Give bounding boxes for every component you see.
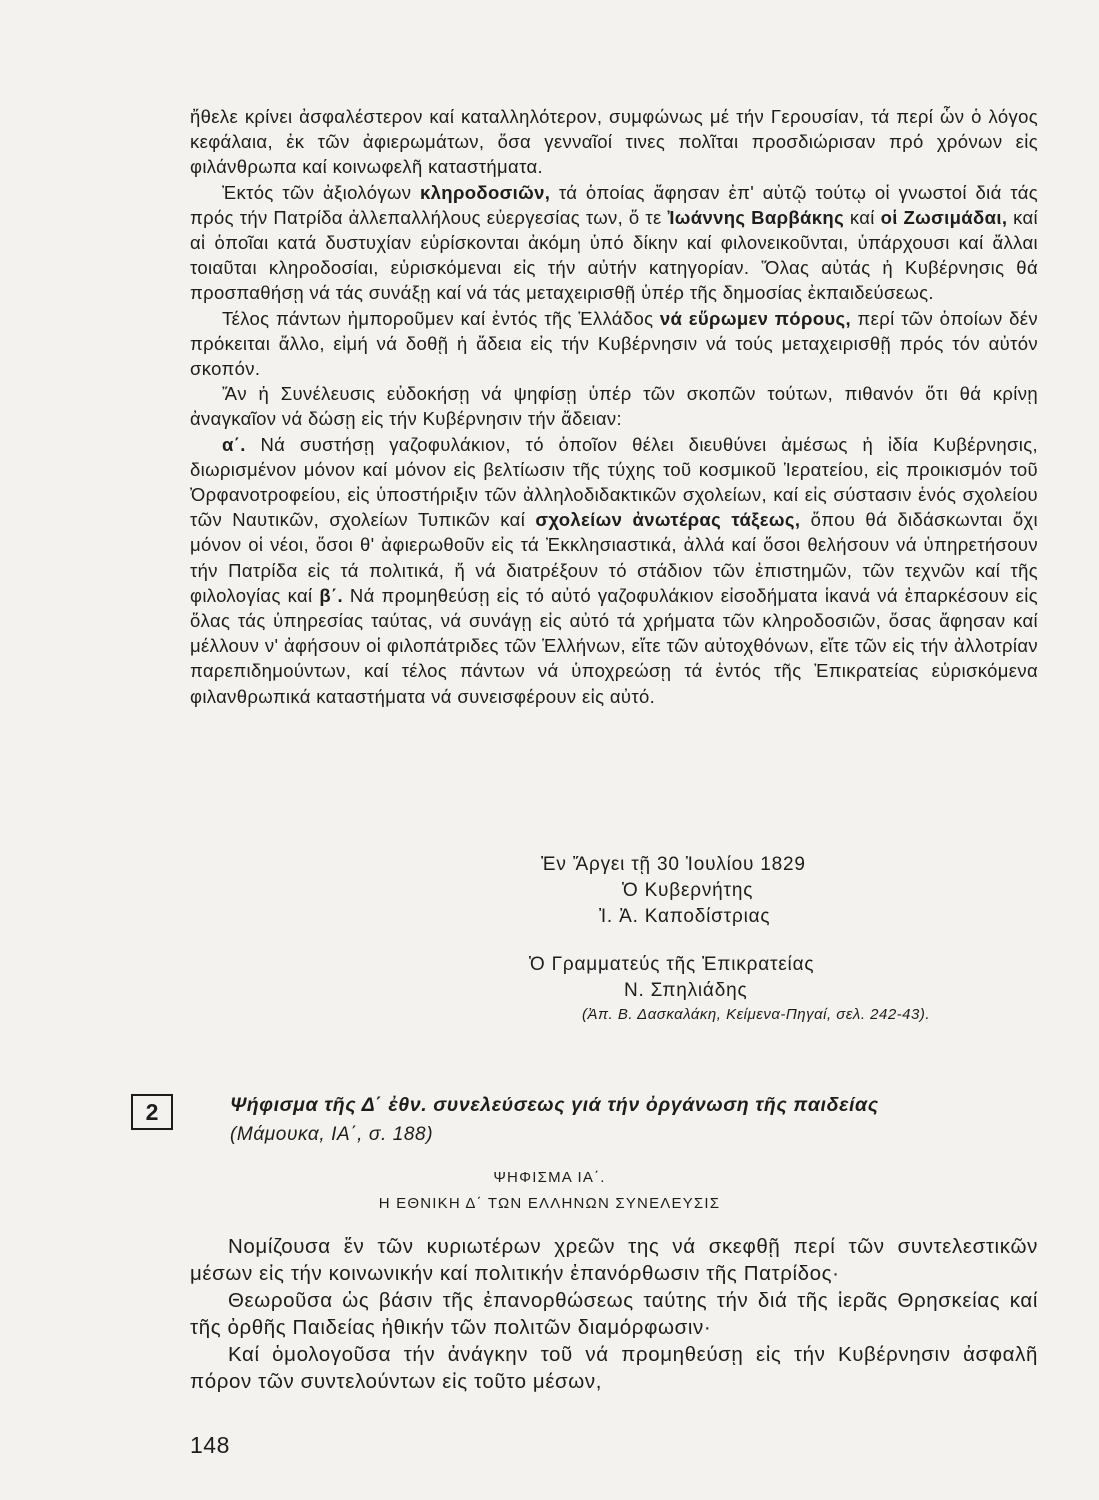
item-marker-a: α΄. <box>222 433 246 455</box>
text-span: ὅπου θά διδάσκωνται ὄχι μόνον οἱ νέοι, ὅσοι θ' ἀφιερωθοῦν εἰς τά Ἐκκλησιαστικά, ἀλλά καί ὅσοι θελήσουν νά ὑπηρετήσουν τήν Πατρίδα εἰς τά πολιτικά, ἤ νά διατρέξουν τό στάδιον τῶν ἐπιστημῶν, τῶν τεχνῶν καί τῆς φιλολογίας καί <box>190 509 1038 606</box>
section-number-box: 2 <box>131 1094 173 1130</box>
section-title: Ψήφισμα τῆς Δ΄ ἐθν. συνελεύσεως γιά τήν ὀργάνωση τῆς παιδείας <box>230 1094 879 1116</box>
text-span: τά ὁποίας ἄφησαν ἐπ' αὐτῷ τούτῳ οἱ γνωστοί διά τάς πρός τήν Πατρίδα ἀλλεπαλλήλους εὐεργεσίας των, ὅ τε <box>190 181 1039 228</box>
emphasis-resources: νά εὕρωμεν πόρους, <box>659 307 851 329</box>
text-span: καί <box>844 206 881 228</box>
paragraph-5 <box>190 432 1038 709</box>
emphasis-bequests: κληροδοσιῶν, <box>419 181 551 203</box>
page-number: 148 <box>190 1432 230 1458</box>
text-span: καί αἱ ὁποῖαι κατά δυστυχίαν εὑρίσκονται ἀκόμη ὑπό δίκην καί φιλονεικοῦνται, ὑπάρχουσι καί ἄλλαι τοιαῦται κληροδοσίαι, εὑρισκόμεναι εἰς τήν αὐτήν κατηγορίαν. Ὅλας αὐτάς ἡ Κυβέρνησις θά προσπαθήσῃ νά τάς συνάξῃ καί νά τάς μεταχειρισθῇ ὑπέρ τῆς δημοσίας ἐκπαιδεύσεως. <box>190 206 1039 304</box>
decree-paragraph-2: Θεωροῦσα ὡς βάσιν τῆς ἐπανορθώσεως ταύτης τήν διά τῆς ἱερᾶς Θρησκείας καί τῆς ὀρθῆς Παιδείας ἠθικήν τῶν πολιτῶν διαμόρφωσιν· <box>190 1289 1038 1339</box>
paragraph-3 <box>190 306 1038 382</box>
text-span: Νά προμηθεύσῃ εἰς τό αὐτό γαζοφυλάκιον εἰσοδήματα ἱκανά νά ἐπαρκέσουν εἰς ὅλας τάς ὑπηρεσίας ταύτας, νά συνάγῃ εἰς αὐτό τά χρήματα τῶν κληροδοσιῶν, ὅσας ἄφησαν καί μέλλουν ν' ἀφήσουν οἱ φιλοπάτριδες τῶν Ἑλλήνων, εἴτε τῶν αὐτοχθόνων, εἴτε τῶν εἰς τήν ἀλλοτρίαν παρεπιδημούντων, καί τέλος πάντων νά ὑποχρεώσῃ τά ἐντός τῆς Ἐπικρατείας εὑρισκόμενα φιλανθρωπικά καταστήματα νά συνεισφέρουν εἰς αὐτό. <box>190 584 1038 707</box>
main-text-upper <box>190 104 1038 709</box>
emphasis-zosimades: οἱ Ζωσιμάδαι, <box>880 206 1008 228</box>
section-source: (Μάμουκα, ΙΑ΄, σ. 188) <box>230 1124 434 1145</box>
main-text-lower <box>190 1233 1038 1395</box>
source-citation: (Ἀπ. Β. Δασκαλάκη, Κείμενα-Πηγαί, σελ. 242-43). <box>582 1006 931 1023</box>
assembly-heading: Η ΕΘΝΙΚΗ Δ΄ ΤΩΝ ΕΛΛΗΝΩΝ ΣΥΝΕΛΕΥΣΙΣ <box>378 1195 721 1212</box>
place-date: Ἐν Ἄργει τῇ 30 Ἰουλίου 1829 <box>541 854 806 875</box>
paragraph-2 <box>190 180 1038 306</box>
emphasis-higher-schools: σχολείων ἀνωτέρας τάξεως, <box>535 509 801 531</box>
text-span: Νά συστήσῃ γαζοφυλάκιον, τό ὁποῖον θέλει διευθύνει ἀμέσως ἡ ἰδία Κυβέρνησις, διωρισμένον μόνον καί μόνον εἰς βελτίωσιν τῆς τύχης τοῦ κοσμικοῦ Ἱερατείου, εἰς προικισμόν τοῦ Ὀρφανοτροφείου, εἰς ὑποστήριξιν τῶν ἀλληλοδιδακτικῶν σχολείων, καί εἰς σύστασιν ἑνός σχολείου τῶν Ναυτικῶν, σχολείων Τυπικῶν καί <box>190 433 1038 531</box>
text-span: Ἐκτός τῶν ἀξιολόγων <box>222 181 420 203</box>
text-span: περί τῶν ὁποίων δέν πρόκειται ἄλλο, εἰμή νά δοθῇ ἡ ἄδεια εἰς τήν Κυβέρνησιν νά τούς μεταχειρισθῇ πρός τόν αὐτόν σκοπόν. <box>190 307 1038 380</box>
item-marker-b: β΄. <box>319 584 344 606</box>
paragraph-1: ἤθελε κρίνει ἀσφαλέστερον καί καταλληλότερον, συμφώνως μέ τήν Γερουσίαν, τά περί ὧν ὁ λόγος κεφάλαια, ἐκ τῶν ἀφιερωμάτων, ὅσα γενναῖοί τινες πολῖται προσδιώρισαν πρό χρόνων εἰς φιλάνθρωπα καί κοινωφελῆ καταστήματα. <box>190 106 1038 178</box>
secretary-role: Ὁ Γραμματεύς τῆς Ἐπικρατείας <box>529 954 815 975</box>
decree-heading: ΨΗΦΙΣΜΑ ΙΑ΄. <box>493 1169 606 1186</box>
secretary-name: Ν. Σπηλιάδης <box>624 980 748 1001</box>
paragraph-4: Ἄν ἡ Συνέλευσις εὐδοκήσῃ νά ψηφίσῃ ὑπέρ τῶν σκοπῶν τούτων, πιθανόν ὅτι θά κρίνῃ ἀναγκαῖον νά δώσῃ εἰς τήν Κυβέρνησιν τήν ἄδειαν: <box>190 383 1038 430</box>
text-span: Τέλος πάντων ἠμποροῦμεν καί ἐντός τῆς Ἑλλάδος <box>222 307 660 329</box>
emphasis-varvakis: Ἰωάννης Βαρβάκης <box>667 206 845 228</box>
decree-paragraph-1: Νομίζουσα ἕν τῶν κυριωτέρων χρεῶν της νά σκεφθῇ περί τῶν συντελεστικῶν μέσων εἰς τήν κοινωνικήν καί πολιτικήν ἐπανόρθωσιν τῆς Πατρίδος· <box>190 1235 1038 1285</box>
decree-paragraph-3: Καί ὁμολογοῦσα τήν ἀνάγκην τοῦ νά προμηθεύσῃ εἰς τήν Κυβέρνησιν ἀσφαλῆ πόρον τῶν συντελούντων εἰς τοῦτο μέσων, <box>190 1343 1038 1393</box>
governor-name: Ἰ. Ἀ. Καποδίστριας <box>599 906 771 927</box>
governor-role: Ὁ Κυβερνήτης <box>622 880 754 901</box>
